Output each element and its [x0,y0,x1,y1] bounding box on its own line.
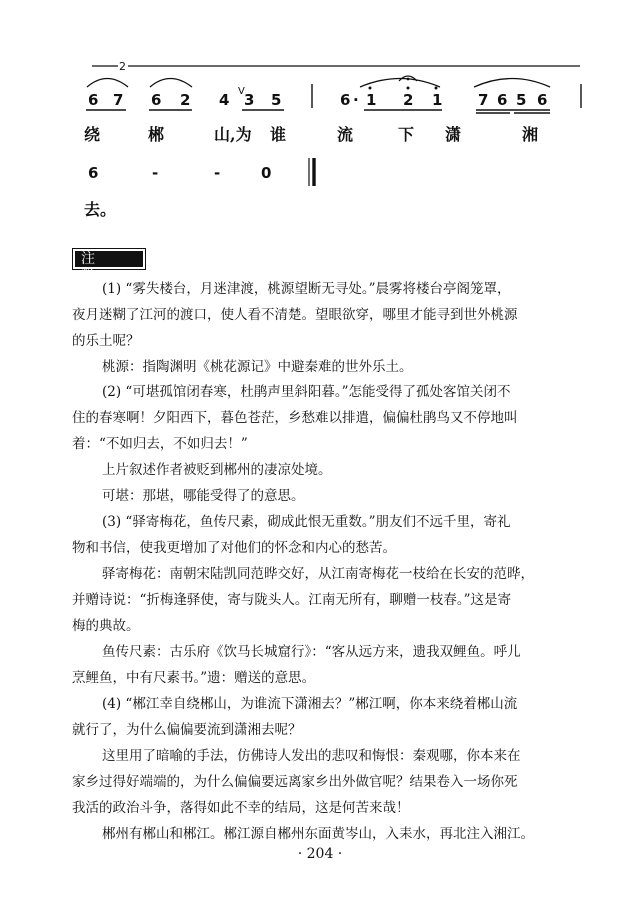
note: 1 [432,91,443,109]
paragraph-line: (2) “可堪孤馆闭春寒，杜鹃声里斜阳暮。”怎能受得了孤处客馆关闭不 [102,384,511,400]
note: 6 [151,91,162,109]
dot: · [353,91,359,109]
paragraph-line: (3) “驿寄梅花，鱼传尺素，砌成此恨无重数。”朋友们不远千里，寄礼 [102,514,511,530]
numbered-musical-score [0,0,640,240]
lyric: 潇 [445,125,462,144]
note: 5 [271,91,282,109]
note: 4 [219,91,230,109]
note: 6 [497,91,508,109]
paragraph-line: 郴州有郴山和郴江。郴江源自郴州东面黄岑山，入耒水，再北注入湘江。 [102,826,534,842]
paragraph-line: 家乡过得好端端的，为什么偏偏要远离家乡出外做官呢？结果卷入一场你死 [72,774,518,790]
note: 5 [516,91,527,109]
notes-label-text: 注 释 [75,251,143,267]
note: 7 [478,91,489,109]
lyric: 谁 [270,125,287,144]
paragraph-line: 并赠诗说：“折梅逢驿使，寄与陇头人。江南无所有，聊赠一枝春。”这是寄 [72,592,512,608]
paragraph-line: 着：“不如归去，不如归去！” [72,436,248,452]
lyric: 下 [398,125,415,144]
page-number: · 204 · [297,846,343,862]
paragraph-line: 我活的政治斗争，落得如此不幸的结局，这是何苦来哉！ [72,800,410,816]
note: 1 [366,91,377,109]
paragraph-line: 烹鲤鱼，中有尺素书。”遗：赠送的意思。 [72,670,316,686]
lyric: 郴 [148,125,165,144]
paragraph-line: 可堪：那堪，哪能受得了的意思。 [102,488,305,504]
paragraph-line: 物和书信，使我更增加了对他们的怀念和内心的愁苦。 [72,540,396,556]
note: 6 [88,164,99,182]
lyric: 去。 [84,200,117,219]
paragraph-line: (4) “郴江幸自绕郴山，为谁流下潇湘去？”郴江啊，你本来绕着郴山流 [102,696,518,712]
paragraph-line: 鱼传尺素：古乐府《饮马长城窟行》：“客从远方来，遗我双鲤鱼。呼儿 [102,644,521,660]
note: 7 [113,91,124,109]
paragraph-line: 桃源：指陶渊明《桃花源记》中避秦难的世外乐土。 [102,359,413,375]
dash: - [152,164,159,182]
note: 2 [180,91,191,109]
paragraph-line: 驿寄梅花：南朝宋陆凯同范晔交好，从江南寄梅花一枝给在长安的范晔， [102,566,534,582]
paragraph-line: 上片叙述作者被贬到郴州的凄凉处境。 [102,462,332,478]
volta-mark: 2 [119,60,126,73]
paragraph-line: 的乐土呢？ [72,333,140,349]
note: 0 [261,164,272,182]
lyric: 流 [337,125,354,144]
note: 6 [340,91,351,109]
paragraph-line: 这里用了暗喻的手法，仿佛诗人发出的悲叹和悔恨：秦观哪，你本来在 [102,748,521,764]
paragraph-line: 就行了，为什么偏偏要流到潇湘去呢？ [72,722,302,738]
note: 6 [537,91,548,109]
notes-section-label [72,248,146,283]
lyric: 绕 [84,125,101,144]
lyric: 湘 [522,125,539,144]
dash: - [214,164,221,182]
note: 2 [403,91,414,109]
paragraph-line: (1) “雾失楼台，月迷津渡，桃源望断无寻处。”晨雾将楼台亭阁笼罩， [102,281,511,297]
note: 3 [244,91,255,109]
paragraph-line: 梅的典故。 [72,618,140,634]
lyric: 山,为 [214,125,252,144]
breath-mark: V [238,86,245,97]
paragraph-line: 住的春寒啊！夕阳西下，暮色苍茫，乡愁难以排遣，偏偏杜鹃鸟又不停地叫 [72,410,518,426]
note: 6 [88,91,99,109]
paragraph-line: 夜月迷糊了江河的渡口，使人看不清楚。望眼欲穿，哪里才能寻到世外桃源 [72,307,518,323]
